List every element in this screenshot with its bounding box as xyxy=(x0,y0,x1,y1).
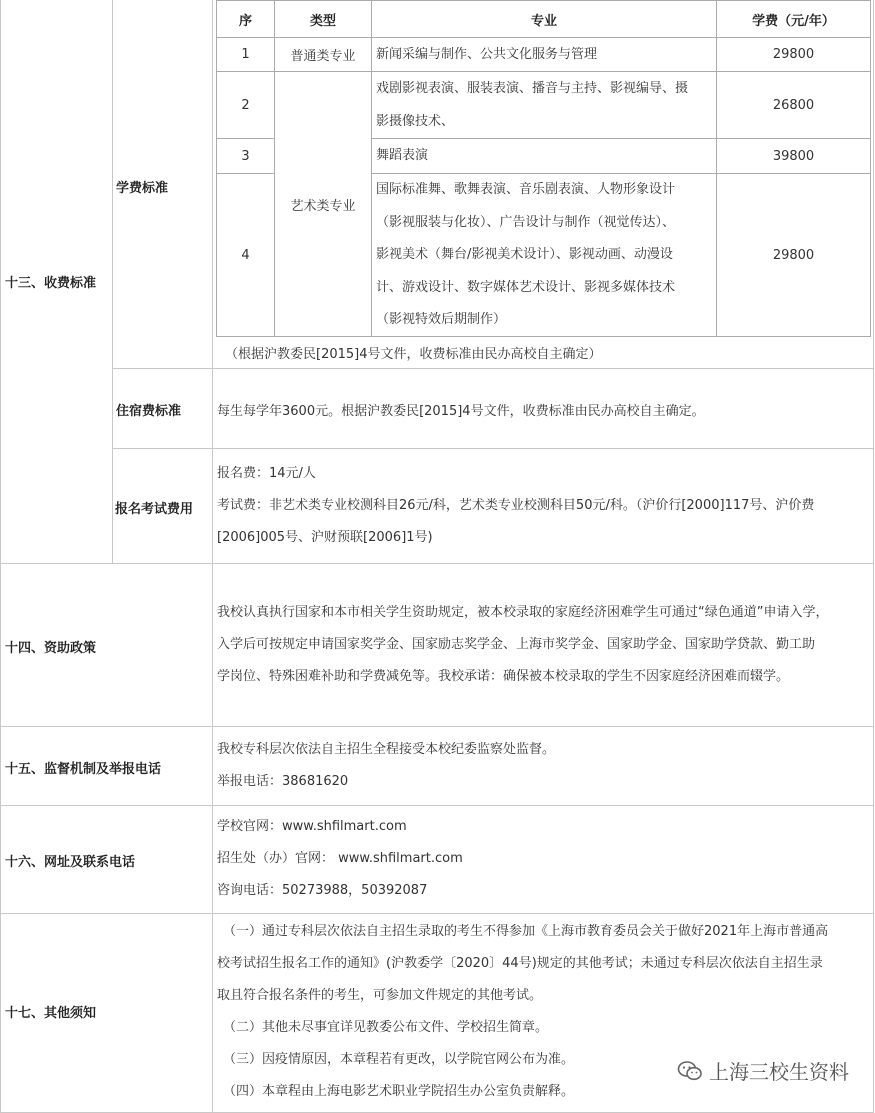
row-1-type: 普通类专业 xyxy=(274,37,372,72)
exam-fee-label-cell xyxy=(112,448,213,564)
section-16-label-cell xyxy=(0,805,213,914)
exam-fee-content-cell xyxy=(212,448,874,564)
aid-line-2: 入学后可按规定申请国家奖学金、国家励志奖学金、上海市奖学金、国家助学金、国家助学贷款、勤工助 xyxy=(217,637,816,652)
row-4-major-line-5: （影视特效后期制作） xyxy=(376,312,507,327)
exam-fee-line-2: 考试费：非艺术类专业校测科目26元/科，艺术类专业校测科目50元/科。（沪价行[2000]117号、沪价费 xyxy=(217,498,815,513)
section-15-label-cell xyxy=(0,726,213,806)
section-13-label-cell xyxy=(0,0,113,564)
exam-fee-line-1: 报名费：14元/人 xyxy=(217,466,316,481)
row-1-fee: 29800 xyxy=(716,37,871,72)
exam-fee-line-3: [2006]005号、沪财预联[2006]1号) xyxy=(217,530,433,545)
row-2-fee: 26800 xyxy=(716,71,871,139)
admission-website: 招生处（办）官网： www.shfilmart.com xyxy=(217,851,463,866)
section-17-title: 十七、其他须知 xyxy=(5,1006,97,1021)
other-line-3: 取且符合报名条件的考生，可参加文件规定的其他考试。 xyxy=(217,988,543,1003)
row-3-no: 3 xyxy=(216,138,275,174)
row-3-major: 舞蹈表演 xyxy=(371,138,717,174)
row-4-fee: 29800 xyxy=(716,173,871,337)
row-2-major-line-1: 戏剧影视表演、服装表演、播音与主持、影视编导、摄 xyxy=(376,81,689,96)
row-2-no: 2 xyxy=(216,71,275,139)
school-website: 学校官网：www.shfilmart.com xyxy=(217,819,407,834)
row-4-major xyxy=(371,173,717,337)
header-fee: 学费（元/年） xyxy=(716,0,871,38)
row-1-major: 新闻采编与制作、公共文化服务与管理 xyxy=(371,37,717,72)
section-15-title: 十五、监督机制及举报电话 xyxy=(5,762,162,777)
header-major: 专业 xyxy=(371,0,717,38)
aid-line-3: 学岗位、特殊困难补助和学费减免等。我校承诺：确保被本校录取的学生不因家庭经济困难而辍学。 xyxy=(217,669,790,684)
other-line-6: （四）本章程由上海电影艺术职业学院招生办公室负责解释。 xyxy=(223,1084,575,1099)
art-type-cell: 艺术类专业 xyxy=(274,71,372,337)
tuition-label: 学费标准 xyxy=(116,181,169,196)
contact-content-cell xyxy=(212,805,874,914)
row-4-major-line-1: 国际标准舞、歌舞表演、音乐剧表演、人物形象设计 xyxy=(376,182,676,197)
section-14-label-cell xyxy=(0,563,213,727)
section-14-title: 十四、资助政策 xyxy=(5,641,97,656)
row-2-major xyxy=(371,71,717,139)
report-phone: 举报电话：38681620 xyxy=(217,774,349,789)
supervision-content-cell xyxy=(212,726,874,806)
consult-phone: 咨询电话：50273988，50392087 xyxy=(217,883,428,898)
supervision-line-1: 我校专科层次依法自主招生全程接受本校纪委监察处监督。 xyxy=(217,742,556,757)
lodging-content-cell xyxy=(212,368,874,449)
watermark-text: 上海三校生资料 xyxy=(709,1060,849,1084)
wechat-icon xyxy=(677,1060,703,1082)
section-16-title: 十六、网址及联系电话 xyxy=(5,855,136,870)
lodging-text: 每生每学年3600元。根据沪教委民[2015]4号文件，收费标准由民办高校自主确定。 xyxy=(217,404,705,419)
section-13-title: 十三、收费标准 xyxy=(5,276,97,291)
row-4-major-line-2: （影视服装与化妆）、广告设计与制作（视觉传达）、 xyxy=(376,214,676,230)
exam-fee-label: 报名考试费用 xyxy=(115,502,194,517)
tuition-label-cell xyxy=(112,0,213,369)
lodging-label-cell xyxy=(112,368,213,449)
watermark xyxy=(677,1056,849,1085)
row-3-fee: 39800 xyxy=(716,138,871,174)
section-17-label-cell xyxy=(0,913,213,1113)
header-no: 序 xyxy=(216,0,275,38)
row-4-major-line-3: 影视美术（舞台/影视美术设计）、影视动画、动漫设 xyxy=(376,247,673,262)
lodging-label: 住宿费标准 xyxy=(116,404,182,419)
other-line-1: （一）通过专科层次依法自主招生录取的考生不得参加《上海市教育委员会关于做好2021年上海市普通高 xyxy=(223,924,829,939)
header-type: 类型 xyxy=(274,0,372,38)
tuition-note: （根据沪教委民[2015]4号文件，收费标准由民办高校自主确定） xyxy=(225,347,602,362)
other-line-4: （二）其他未尽事宜详见教委公布文件、学校招生简章。 xyxy=(223,1020,549,1035)
aid-content-cell xyxy=(212,563,874,727)
other-line-2: 校考试招生报名工作的通知》(沪教委学〔2020〕44号)规定的其他考试；未通过专科层次依法自主招生录 xyxy=(217,956,823,971)
other-line-5: （三）因疫情原因，本章程若有更改，以学院官网公布为准。 xyxy=(223,1052,575,1067)
row-4-major-line-4: 计、游戏设计、数字媒体艺术设计、影视多媒体技术 xyxy=(376,279,676,295)
aid-line-1: 我校认真执行国家和本市相关学生资助规定，被本校录取的家庭经济困难学生可通过“绿色通道”申请入学， xyxy=(217,605,829,620)
row-4-no: 4 xyxy=(216,173,275,337)
row-2-major-line-2: 影摄像技术、 xyxy=(376,113,455,129)
row-1-no: 1 xyxy=(216,37,275,72)
